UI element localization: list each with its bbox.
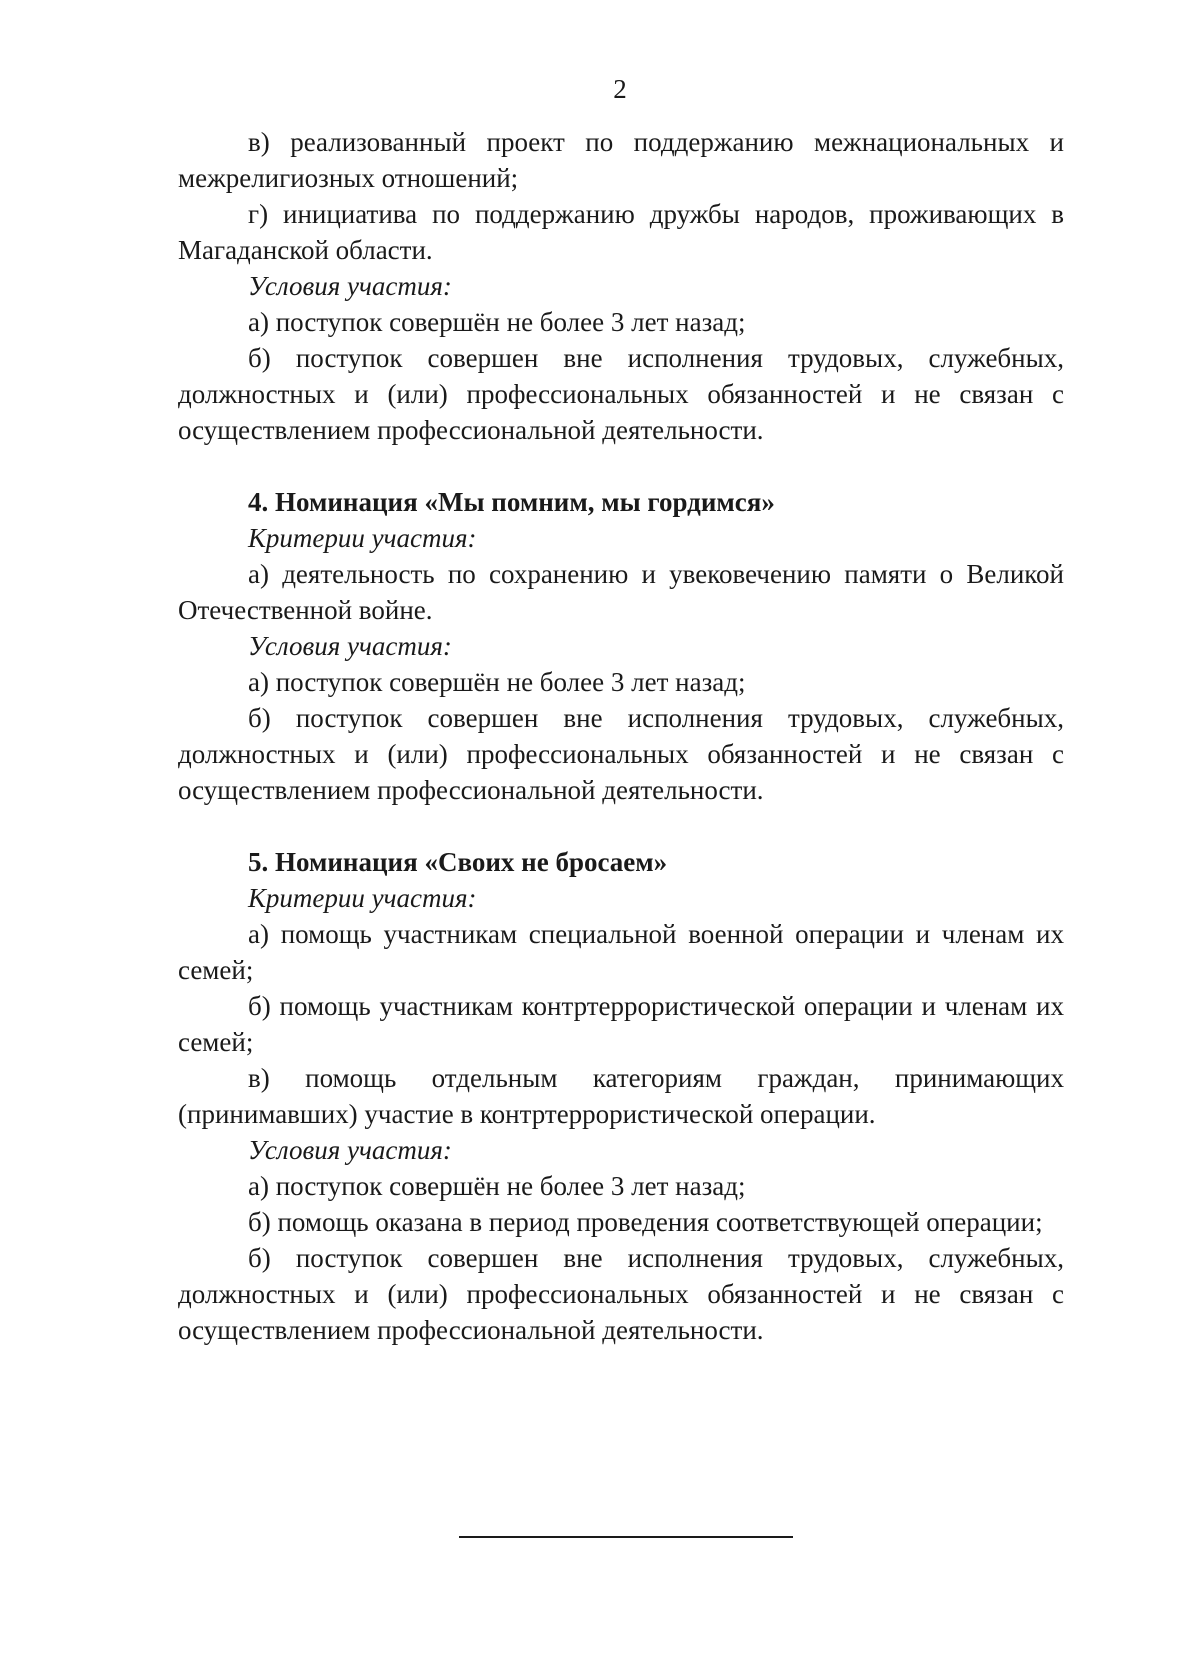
criterion-item: в) реализованный проект по поддержанию межнациональных и межрелигиозных отношений; [178,127,1064,193]
criterion-item: б) помощь участникам контртеррористической операции и членам их семей; [178,991,1064,1057]
conditions-label: Условия участия: [248,271,452,301]
section-heading: 5. Номинация «Своих не бросаем» [248,847,668,877]
condition-item: а) поступок совершён не более 3 лет назад; [248,667,746,697]
conditions-label: Условия участия: [248,631,452,661]
criterion-item: г) инициатива по поддержанию дружбы народов, проживающих в Магаданской области. [178,199,1064,265]
condition-item: б) поступок совершен вне исполнения трудовых, служебных, должностных и (или) профессиональных обязанностей и не связан с осуществлением профессиональной деятельности. [178,703,1064,805]
criteria-label: Критерии участия: [248,523,477,553]
section-heading: 4. Номинация «Мы помним, мы гордимся» [248,487,775,517]
condition-item: а) поступок совершён не более 3 лет назад; [248,1171,746,1201]
condition-item: а) поступок совершён не более 3 лет назад; [248,307,746,337]
criterion-item: а) деятельность по сохранению и увековечению памяти о Великой Отечественной войне. [178,559,1064,625]
criterion-item: а) помощь участникам специальной военной операции и членам их семей; [178,919,1064,985]
page-number: 2 [613,74,627,104]
condition-item: б) поступок совершен вне исполнения трудовых, служебных, должностных и (или) профессиональных обязанностей и не связан с осуществлением профессиональной деятельности. [178,1243,1064,1345]
document-body [178,124,1064,1348]
criterion-item: в) помощь отдельным категориям граждан, принимающих (принимавших) участие в контртеррористической операции. [178,1063,1064,1129]
conditions-label: Условия участия: [248,1135,452,1165]
criteria-label: Критерии участия: [248,883,477,913]
condition-item: б) помощь оказана в период проведения соответствующей операции; [248,1207,1043,1237]
condition-item: б) поступок совершен вне исполнения трудовых, служебных, должностных и (или) профессиональных обязанностей и не связан с осуществлением профессиональной деятельности. [178,343,1064,445]
end-rule [459,1536,793,1538]
